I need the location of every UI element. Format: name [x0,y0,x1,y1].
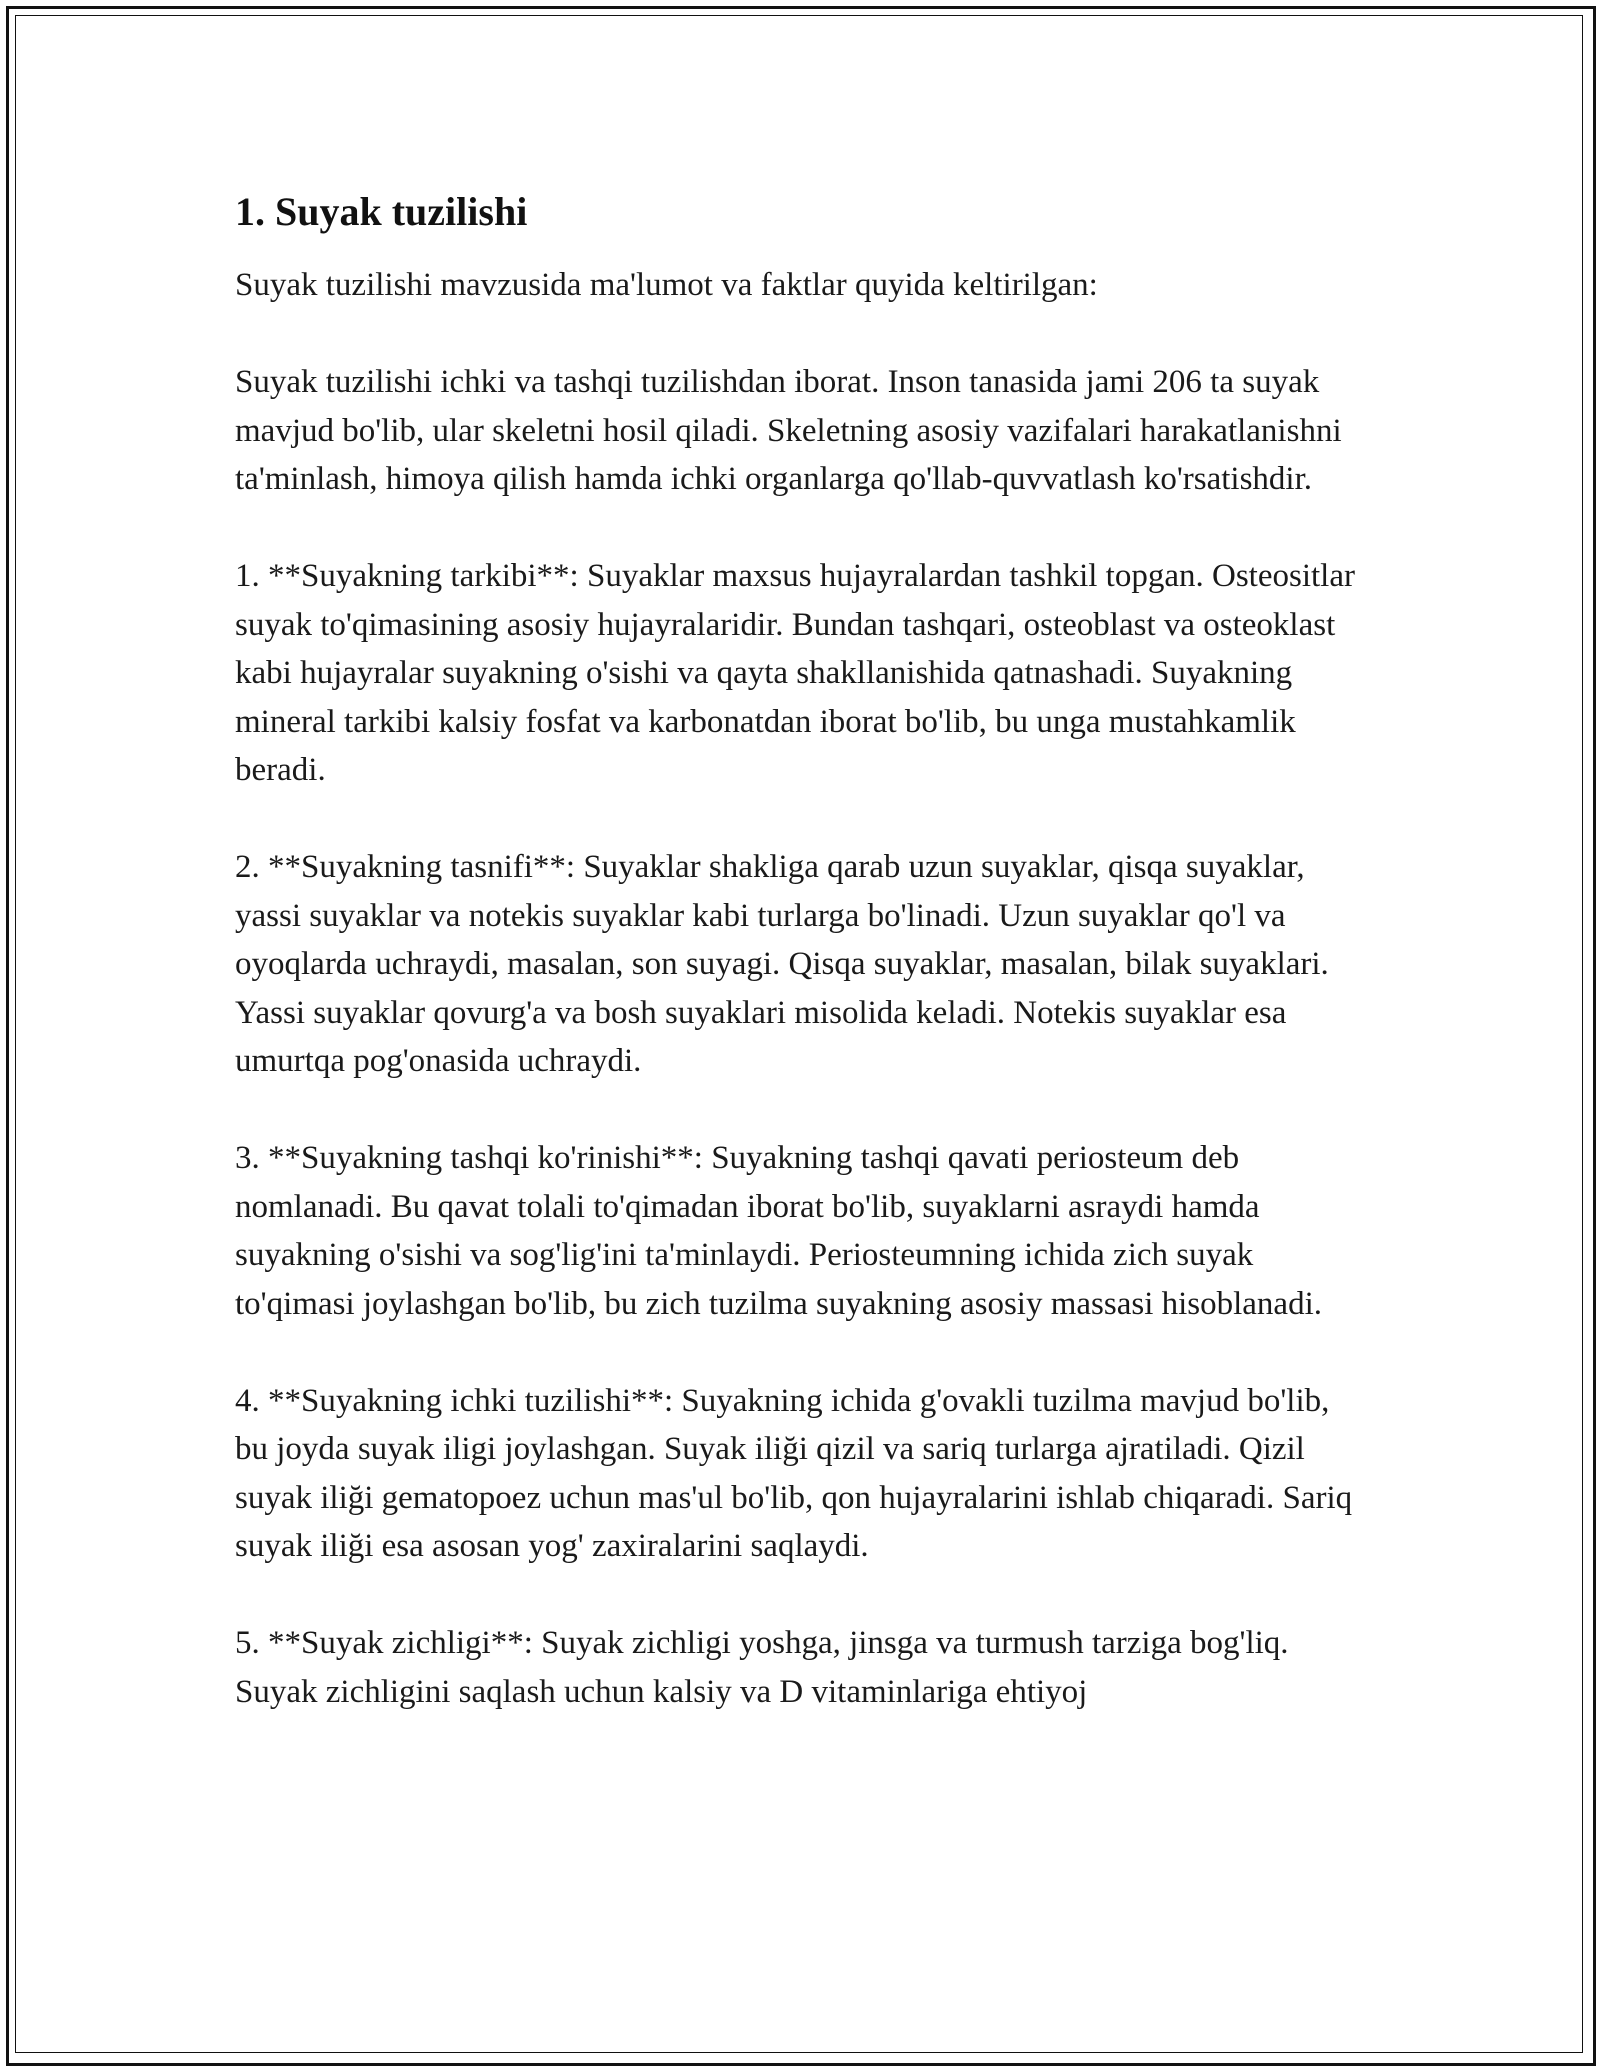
list-item-composition: 1. **Suyakning tarkibi**: Suyaklar maxsus hujayralardan tashkil topgan. Osteositlar suyak to'qimasining asosiy hujayralaridir. Bundan tashqari, osteoblast va osteoklast kabi hujayralar suyakning o'sishi va qayta shakllanishida qatnashadi. Suyakning mineral tarkibi kalsiy fosfat va karbonatdan iborat bo'lib, bu unga mustahkamlik beradi. [235,558,1355,788]
list-item-inner-structure: 4. **Suyakning ichki tuzilishi**: Suyakning ichida g'ovakli tuzilma mavjud bo'lib, bu joyda suyak iligi joylashgan. Suyak iliği qizil va sariq turlarga ajratiladi. Qizil suyak iliği gematopoez uchun mas'ul bo'lib, qon hujayralarini ishlab chiqaradi. Sariq suyak iliği esa asosan yog' zaxiralarini saqlaydi. [235,1382,1353,1564]
list-item-bone-density: 5. **Suyak zichligi**: Suyak zichligi yoshga, jinsga va turmush tarziga bog'liq. Suyak zichligini saqlash uchun kalsiy va D vitaminlariga ehtiyoj [235,1625,1289,1710]
intro-paragraph: Suyak tuzilishi mavzusida ma'lumot va faktlar quyida keltirilgan: [235,267,1098,303]
overview-paragraph: Suyak tuzilishi ichki va tashqi tuzilishdan iborat. Inson tanasida jami 206 ta suyak mavjud bo'lib, ular skeletni hosil qiladi. Skeletning asosiy vazifalari harakatlanishni ta'minlash, himoya qilish hamda ichki organlarga qo'llab-quvvatlash ko'rsatishdir. [235,364,1342,497]
document-body [235,185,1365,1716]
list-item-outer-appearance: 3. **Suyakning tashqi ko'rinishi**: Suyakning tashqi qavati periosteum deb nomlanadi. Bu qavat tolali to'qimadan iborat bo'lib, suyaklarni asraydi hamda suyakning o'sishi va sog'lig'ini ta'minlaydi. Periosteumning ichida zich suyak to'qimasi joylashgan bo'lib, bu zich tuzilma suyakning asosiy massasi hisoblanadi. [235,1140,1323,1322]
document-heading: 1. Suyak tuzilishi [235,189,528,234]
list-item-classification: 2. **Suyakning tasnifi**: Suyaklar shakliga qarab uzun suyaklar, qisqa suyaklar, yassi suyaklar va notekis suyaklar kabi turlarga bo'linadi. Uzun suyaklar qo'l va oyoqlarda uchraydi, masalan, son suyagi. Qisqa suyaklar, masalan, bilak suyaklari. Yassi suyaklar qovurg'a va bosh suyaklari misolida keladi. Notekis suyaklar esa umurtqa pog'onasida uchraydi. [235,849,1329,1079]
